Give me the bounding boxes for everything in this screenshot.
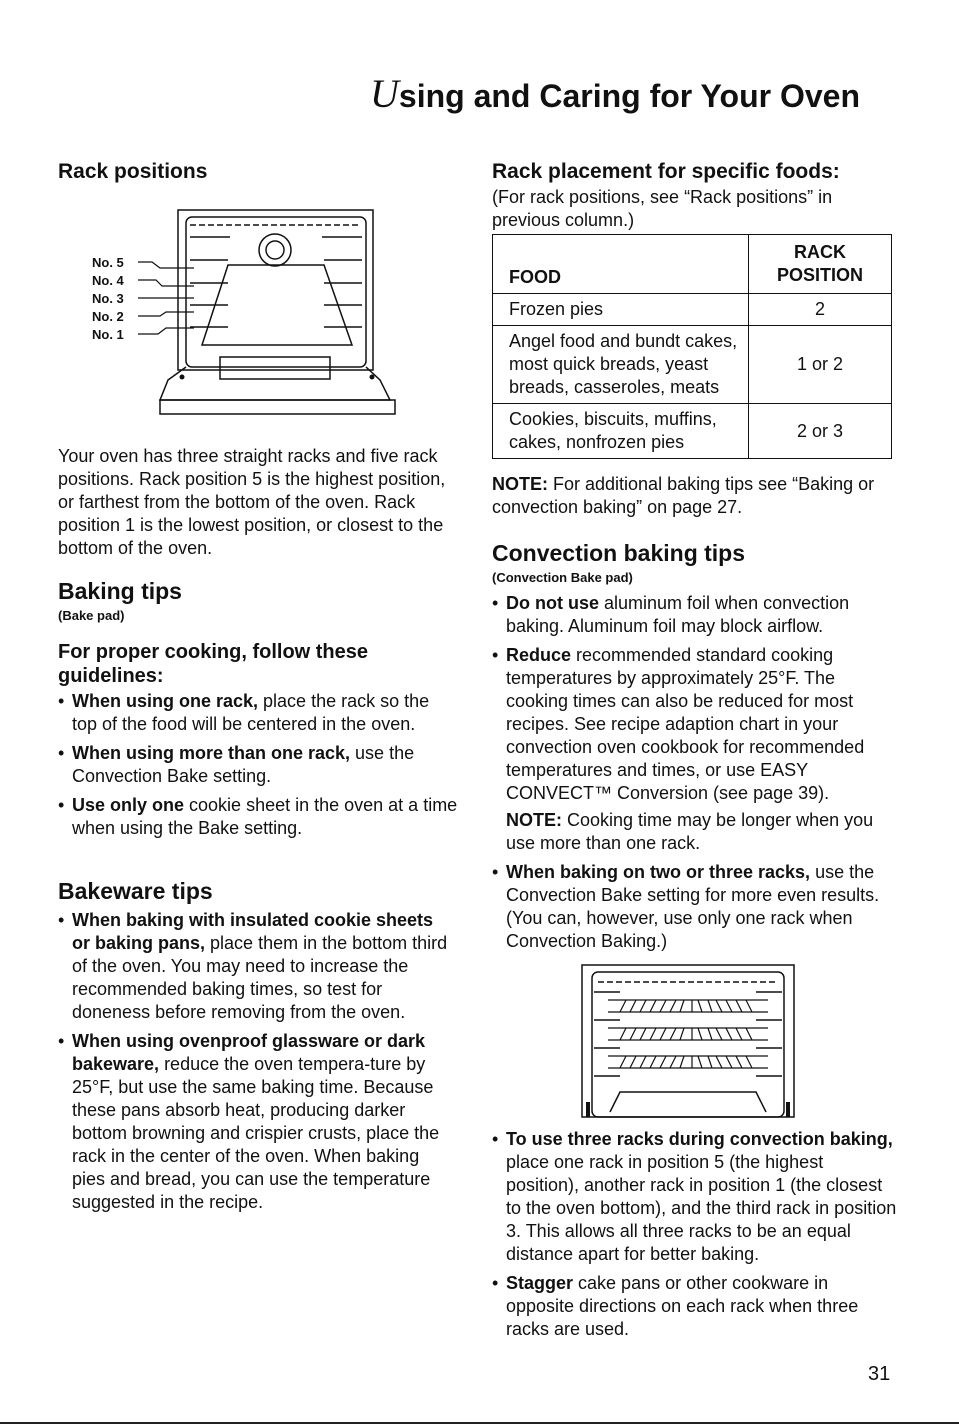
rack-label-1: No. 1 bbox=[92, 327, 124, 342]
convection-tips-heading: Convection baking tips bbox=[492, 540, 746, 566]
rack-placement-heading: Rack placement for specific foods: bbox=[492, 160, 840, 183]
table-row bbox=[493, 326, 892, 404]
food-cell: Cookies, biscuits, muffins, cakes, nonfrozen pies bbox=[493, 404, 749, 459]
rack-label-3: No. 3 bbox=[92, 291, 124, 306]
three-racks-list bbox=[492, 1128, 897, 1341]
baking-tips-list bbox=[58, 690, 458, 840]
oven-rack-positions-illustration bbox=[90, 205, 400, 435]
baking-tips-sub: (Bake pad) bbox=[58, 608, 125, 623]
list-item: • Do not use aluminum foil when convection baking. Aluminum foil may block airflow. bbox=[492, 592, 897, 638]
convection-note: NOTE: Cooking time may be longer when you use more than one rack. bbox=[506, 810, 874, 853]
position-cell: 2 bbox=[749, 294, 892, 326]
rack-label-5: No. 5 bbox=[92, 255, 124, 270]
bakeware-tips-list bbox=[58, 909, 453, 1214]
column-header-rack-position: RACK POSITION bbox=[749, 235, 892, 294]
rack-placement-intro: (For rack positions, see “Rack positions” in previous column.) bbox=[492, 187, 833, 230]
list-item: • Reduce recommended standard cooking temperatures by approximately 25°F. The cooking times can also be reduced for most recipes. See recipe adaption chart in your convection oven cookbook for recommended temperatures and times, or use EASY CONVECT™ Conversion (see page 39). bbox=[492, 644, 897, 805]
food-cell: Frozen pies bbox=[493, 294, 749, 326]
bottom-rule bbox=[0, 1422, 959, 1424]
list-item: • Stagger cake pans or other cookware in opposite directions on each rack when three racks are used. bbox=[492, 1272, 897, 1341]
list-item: • When using ovenproof glassware or dark bakeware, reduce the oven tempera-ture by 25°F, but use the same baking time. Because these pans absorb heat, producing darker bottom browning and crispier crusts, place the rack in the center of the oven. When baking pies and bread, you can use the temperature suggested in the recipe. bbox=[58, 1030, 453, 1214]
rack-label-leader-lines bbox=[138, 258, 198, 348]
rack-positions-text: Your oven has three straight racks and five rack positions. Rack position 5 is the highest position, or farthest from the bottom of the oven. Rack position 1 is the lowest position, or closest to the bottom of the oven. bbox=[58, 446, 446, 558]
convection-tips-list bbox=[492, 592, 897, 953]
rack-labels bbox=[92, 254, 124, 344]
list-item: • Use only one cookie sheet in the oven at a time when using the Bake setting. bbox=[58, 794, 458, 840]
column-header-food: FOOD bbox=[493, 235, 749, 294]
convection-tips-sub: (Convection Bake pad) bbox=[492, 570, 633, 585]
rack-label-2: No. 2 bbox=[92, 309, 124, 324]
table-row bbox=[493, 404, 892, 459]
position-cell: 1 or 2 bbox=[749, 326, 892, 404]
list-item: • To use three racks during convection baking, place one rack in position 5 (the highest position), another rack in position 1 (the closest to the oven bottom), and the third rack in position 3. This allows all three racks to be an equal distance apart for better baking. bbox=[492, 1128, 897, 1266]
title-initial: U bbox=[370, 71, 399, 116]
list-item: • When using one rack, place the rack so the top of the food will be centered in the oven. bbox=[58, 690, 458, 736]
title-rest: sing and Caring for Your Oven bbox=[398, 78, 860, 114]
list-item: • When baking with insulated cookie sheets or baking pans, place them in the bottom third of the oven. You may need to increase the recommended baking times, so test for doneness before removing from the oven. bbox=[58, 909, 453, 1024]
list-item: • When baking on two or three racks, use the Convection Bake setting for more even results. (You can, however, use only one rack when Convection Baking.) bbox=[492, 861, 897, 953]
table-header-row bbox=[493, 235, 892, 294]
rack-placement-note: NOTE: For additional baking tips see “Baking or convection baking” on page 27. bbox=[492, 474, 875, 517]
rack-positions-heading: Rack positions bbox=[58, 160, 208, 183]
position-cell: 2 or 3 bbox=[749, 404, 892, 459]
rack-label-4: No. 4 bbox=[92, 273, 124, 288]
guidelines-heading: For proper cooking, follow these guidelines: bbox=[58, 641, 369, 687]
page-number: 31 bbox=[868, 1363, 891, 1385]
oven-three-racks-illustration bbox=[580, 962, 800, 1122]
rack-placement-table bbox=[492, 234, 892, 459]
list-item: • When using more than one rack, use the Convection Bake setting. bbox=[58, 742, 458, 788]
baking-tips-heading: Baking tips bbox=[58, 578, 182, 604]
bakeware-tips-heading: Bakeware tips bbox=[58, 878, 213, 904]
page-title bbox=[370, 70, 860, 117]
table-row bbox=[493, 294, 892, 326]
food-cell: Angel food and bundt cakes, most quick breads, yeast breads, casseroles, meats bbox=[493, 326, 749, 404]
